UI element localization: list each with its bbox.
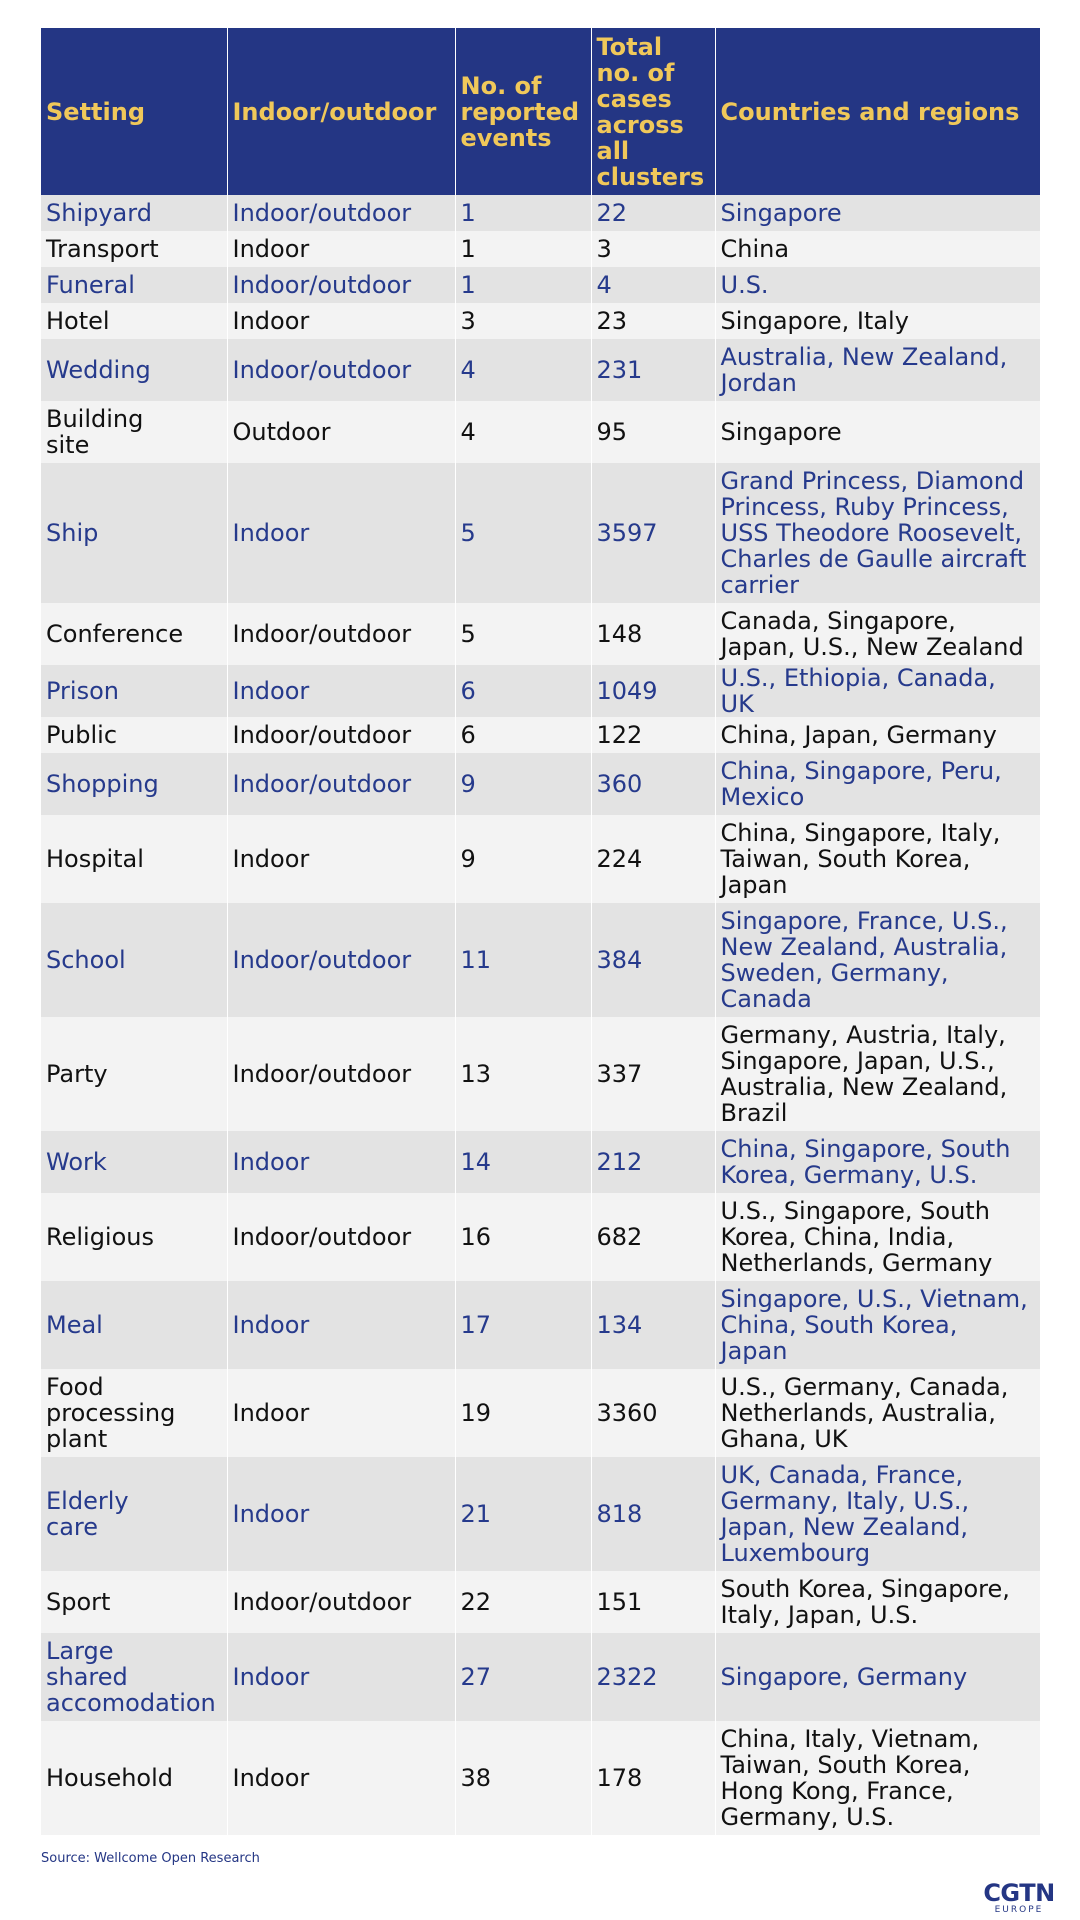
- logo-sub-text: EUROPE: [994, 1905, 1044, 1915]
- cell-events: 1: [455, 267, 591, 303]
- header-row: [41, 28, 1040, 195]
- cell-indoor-outdoor: Indoor: [227, 665, 455, 717]
- cell-indoor-outdoor: Indoor: [227, 1369, 455, 1457]
- cell-indoor-outdoor: Outdoor: [227, 401, 455, 463]
- cell-setting: Party: [41, 1017, 227, 1131]
- cell-countries: Germany, Austria, Italy, Singapore, Japan, U.S., Australia, New Zealand, Brazil: [715, 1017, 1040, 1131]
- cell-setting: Hotel: [41, 303, 227, 339]
- cell-events: 17: [455, 1281, 591, 1369]
- table-row: [41, 1017, 1040, 1131]
- cell-countries: UK, Canada, France, Germany, Italy, U.S., Japan, New Zealand, Luxembourg: [715, 1457, 1040, 1571]
- cell-setting: Elderly care: [41, 1457, 227, 1571]
- cell-setting: Shipyard: [41, 195, 227, 231]
- header-indoor-outdoor: Indoor/outdoor: [227, 28, 455, 195]
- cell-events: 1: [455, 195, 591, 231]
- cell-countries: China, Singapore, Italy, Taiwan, South Korea, Japan: [715, 815, 1040, 903]
- cell-cases: 2322: [591, 1633, 715, 1721]
- cell-cases: 151: [591, 1571, 715, 1633]
- cell-setting: Shopping: [41, 753, 227, 815]
- cell-cases: 231: [591, 339, 715, 401]
- cell-countries: Grand Princess, Diamond Princess, Ruby Princess, USS Theodore Roosevelt, Charles de Gaulle aircraft carrier: [715, 463, 1040, 603]
- table-row: [41, 1281, 1040, 1369]
- header-events: No. of reported events: [455, 28, 591, 195]
- cell-cases: 95: [591, 401, 715, 463]
- table-row: [41, 1193, 1040, 1281]
- header-countries: Countries and regions: [715, 28, 1040, 195]
- cell-countries: Singapore, Italy: [715, 303, 1040, 339]
- table-row: [41, 1721, 1040, 1835]
- cell-countries: South Korea, Singapore, Italy, Japan, U.S.: [715, 1571, 1040, 1633]
- cell-indoor-outdoor: Indoor/outdoor: [227, 903, 455, 1017]
- table-row: [41, 303, 1040, 339]
- cell-events: 38: [455, 1721, 591, 1835]
- cell-indoor-outdoor: Indoor/outdoor: [227, 1571, 455, 1633]
- cell-events: 4: [455, 339, 591, 401]
- cell-cases: 122: [591, 717, 715, 753]
- cell-events: 13: [455, 1017, 591, 1131]
- table-row: [41, 903, 1040, 1017]
- table-row: [41, 753, 1040, 815]
- cell-cases: 384: [591, 903, 715, 1017]
- table-row: [41, 665, 1040, 717]
- cell-setting: Sport: [41, 1571, 227, 1633]
- cell-indoor-outdoor: Indoor/outdoor: [227, 339, 455, 401]
- cell-events: 14: [455, 1131, 591, 1193]
- cell-setting: Food processing plant: [41, 1369, 227, 1457]
- cell-countries: Singapore, Germany: [715, 1633, 1040, 1721]
- header-setting: Setting: [41, 28, 227, 195]
- cell-countries: China, Italy, Vietnam, Taiwan, South Korea, Hong Kong, France, Germany, U.S.: [715, 1721, 1040, 1835]
- cell-events: 1: [455, 231, 591, 267]
- cell-cases: 178: [591, 1721, 715, 1835]
- table-row: [41, 1369, 1040, 1457]
- cell-indoor-outdoor: Indoor: [227, 815, 455, 903]
- cell-setting: Wedding: [41, 339, 227, 401]
- cell-events: 3: [455, 303, 591, 339]
- cell-indoor-outdoor: Indoor: [227, 1131, 455, 1193]
- cell-countries: Australia, New Zealand, Jordan: [715, 339, 1040, 401]
- table-row: [41, 717, 1040, 753]
- clusters-table: [41, 28, 1040, 1835]
- cell-cases: 23: [591, 303, 715, 339]
- cell-setting: Public: [41, 717, 227, 753]
- cell-indoor-outdoor: Indoor/outdoor: [227, 267, 455, 303]
- cell-setting: Ship: [41, 463, 227, 603]
- cell-indoor-outdoor: Indoor: [227, 1281, 455, 1369]
- cell-setting: Conference: [41, 603, 227, 665]
- cell-cases: 3360: [591, 1369, 715, 1457]
- cell-cases: 3597: [591, 463, 715, 603]
- cell-setting: Large shared accomodation: [41, 1633, 227, 1721]
- cell-cases: 212: [591, 1131, 715, 1193]
- cell-indoor-outdoor: Indoor: [227, 1721, 455, 1835]
- table-row: [41, 339, 1040, 401]
- cell-countries: Singapore, France, U.S., New Zealand, Australia, Sweden, Germany, Canada: [715, 903, 1040, 1017]
- cell-events: 5: [455, 603, 591, 665]
- cell-countries: Singapore, U.S., Vietnam, China, South Korea, Japan: [715, 1281, 1040, 1369]
- cell-events: 22: [455, 1571, 591, 1633]
- cell-countries: Singapore: [715, 401, 1040, 463]
- cell-events: 6: [455, 665, 591, 717]
- cell-events: 21: [455, 1457, 591, 1571]
- cell-cases: 4: [591, 267, 715, 303]
- cell-events: 11: [455, 903, 591, 1017]
- cell-cases: 134: [591, 1281, 715, 1369]
- cell-indoor-outdoor: Indoor: [227, 231, 455, 267]
- cell-countries: China: [715, 231, 1040, 267]
- cell-setting: Household: [41, 1721, 227, 1835]
- table-row: [41, 815, 1040, 903]
- table-row: [41, 267, 1040, 303]
- cell-setting: Building site: [41, 401, 227, 463]
- cell-cases: 818: [591, 1457, 715, 1571]
- cell-cases: 360: [591, 753, 715, 815]
- cell-events: 5: [455, 463, 591, 603]
- cell-setting: School: [41, 903, 227, 1017]
- table-row: [41, 401, 1040, 463]
- cell-countries: Singapore: [715, 195, 1040, 231]
- cell-events: 27: [455, 1633, 591, 1721]
- cell-countries: China, Japan, Germany: [715, 717, 1040, 753]
- cell-setting: Work: [41, 1131, 227, 1193]
- cell-indoor-outdoor: Indoor/outdoor: [227, 717, 455, 753]
- cell-countries: U.S., Singapore, South Korea, China, India, Netherlands, Germany: [715, 1193, 1040, 1281]
- cell-countries: U.S.: [715, 267, 1040, 303]
- cgtn-logo: [983, 1881, 1055, 1915]
- source-note: Source: Wellcome Open Research: [41, 1851, 260, 1866]
- table-row: [41, 463, 1040, 603]
- cell-events: 16: [455, 1193, 591, 1281]
- cell-cases: 682: [591, 1193, 715, 1281]
- cell-events: 9: [455, 815, 591, 903]
- cell-events: 9: [455, 753, 591, 815]
- cell-indoor-outdoor: Indoor/outdoor: [227, 1017, 455, 1131]
- cell-cases: 148: [591, 603, 715, 665]
- cell-cases: 22: [591, 195, 715, 231]
- cell-setting: Hospital: [41, 815, 227, 903]
- cell-indoor-outdoor: Indoor/outdoor: [227, 195, 455, 231]
- table-row: [41, 231, 1040, 267]
- cell-cases: 3: [591, 231, 715, 267]
- cell-indoor-outdoor: Indoor: [227, 1457, 455, 1571]
- cell-setting: Funeral: [41, 267, 227, 303]
- table-row: [41, 195, 1040, 231]
- cell-countries: U.S., Germany, Canada, Netherlands, Australia, Ghana, UK: [715, 1369, 1040, 1457]
- cell-indoor-outdoor: Indoor: [227, 1633, 455, 1721]
- table-row: [41, 1633, 1040, 1721]
- cell-setting: Prison: [41, 665, 227, 717]
- cell-events: 6: [455, 717, 591, 753]
- cell-setting: Meal: [41, 1281, 227, 1369]
- cell-countries: Canada, Singapore, Japan, U.S., New Zealand: [715, 603, 1040, 665]
- logo-main-text: CGTN: [983, 1879, 1055, 1907]
- cell-events: 4: [455, 401, 591, 463]
- cell-countries: China, Singapore, South Korea, Germany, U.S.: [715, 1131, 1040, 1193]
- cell-indoor-outdoor: Indoor: [227, 463, 455, 603]
- cell-events: 19: [455, 1369, 591, 1457]
- table-row: [41, 1131, 1040, 1193]
- cell-countries: China, Singapore, Peru, Mexico: [715, 753, 1040, 815]
- header-cases: Total no. of cases across all clusters: [591, 28, 715, 195]
- table-row: [41, 1571, 1040, 1633]
- cell-setting: Religious: [41, 1193, 227, 1281]
- cell-cases: 337: [591, 1017, 715, 1131]
- cell-cases: 1049: [591, 665, 715, 717]
- table-row: [41, 1457, 1040, 1571]
- table-body: [41, 195, 1040, 1835]
- cell-countries: U.S., Ethiopia, Canada, UK: [715, 665, 1040, 717]
- cell-setting: Transport: [41, 231, 227, 267]
- cell-cases: 224: [591, 815, 715, 903]
- cell-indoor-outdoor: Indoor: [227, 303, 455, 339]
- cell-indoor-outdoor: Indoor/outdoor: [227, 1193, 455, 1281]
- cell-indoor-outdoor: Indoor/outdoor: [227, 753, 455, 815]
- table-row: [41, 603, 1040, 665]
- cell-indoor-outdoor: Indoor/outdoor: [227, 603, 455, 665]
